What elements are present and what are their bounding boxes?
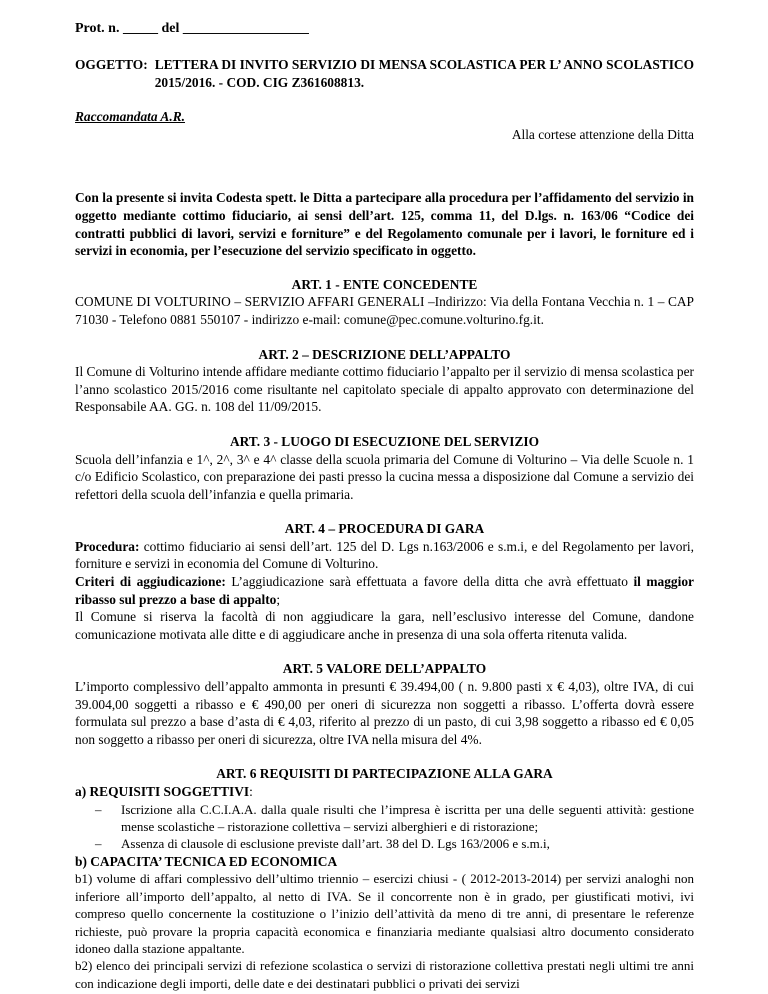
attention-line: Alla cortese attenzione della Ditta — [511, 126, 694, 142]
art5-title: ART. 5 VALORE DELL’APPALTO — [282, 661, 487, 677]
criteri-bold: il maggior ribasso sul prezzo a base di appalto — [75, 574, 694, 607]
procedura-text: cottimo fiduciario ai sensi dell’art. 125 del D. Lgs n.163/2006 e s.m.i, e del Regolamento per lavori, forniture e servizi in economia del Comune di Volturino. — [75, 538, 694, 572]
art6-b2: b2) elenco dei principali servizi di refezione scolastica o servizi di ristorazione collettiva prestati negli ultimi tre anni con indicazione degli importi, delle date e dei destinatari pubblici o privati dei servizi — [75, 958, 694, 991]
art6-b1: b1) volume di affari complessivo dell’ultimo triennio – esercizi chiusi - ( 2012-2013-2014) per servizi analoghi non inferiore all’importo dell’appalto, al netto di IVA. Se il concorrente non è in grado, per giustificati motivi, ivi compreso quello concernente la costituzione o l’inizio dell’attività da meno di tre anni, di presentare le referenze richieste, può provare la propria capacità economica e finanziaria mediante qualsiasi altro documento considerato idoneo dalla stazione appaltante. — [75, 871, 694, 957]
art5-text: L’importo complessivo dell’appalto ammonta in presunti € 39.494,00 ( n. 9.800 pasti x € 4,03), oltre IVA, di cui 39.004,00 soggetti a ribasso e € 490,00 per oneri di sicurezza non soggetti a ribasso. L’offerta dovrà essere formulata sul prezzo a base d’asta di € 4,03, riferito al prezzo di un pasto, di cui 3,98 soggetto a ribasso ed € 0,05 non soggetto a ribasso per oneri di sicurezza, oltre IVA nella misura del 4%. — [75, 679, 694, 747]
document-page — [75, 20, 694, 992]
art4-riserva: Il Comune si riserva la facoltà di non aggiudicare la gara, nell’esclusivo interesse del Comune, dandone comunicazione motivata alle ditte e di aggiudicare anche in presenza di una sola offerta ritenuta valida. — [75, 609, 694, 642]
art6-a-colon: : — [249, 784, 253, 799]
registered-mail-label: Raccomandata A.R. — [75, 109, 185, 125]
subject-block — [75, 56, 694, 91]
art3-text: Scuola dell’infanzia e 1^, 2^, 3^ e 4^ classe della scuola primaria del Comune di Volturino – Via delle Scuole n. 1 c/o Edificio Scolastico, con preparazione dei pasti presso la cucina messa a disposizione dal Comune a servizio dei refettori della scuola dell’infanzia e quella primaria. — [75, 451, 694, 502]
list-item: – Assenza di clausole di esclusione previste dall’art. 38 del D. Lgs 163/2006 e s.m.i, — [75, 835, 694, 852]
art6-title: ART. 6 REQUISITI DI PARTECIPAZIONE ALLA GARA — [216, 766, 553, 782]
art2-text: Il Comune di Volturino intende affidare mediante cottimo fiduciario l’appalto per il servizio di mensa scolastica per l’anno scolastico 2015/2016 come risultante nel capitolato speciale di appalto approvato con determinazione del Responsabile AA. GG. n. 108 del 11/09/2015. — [75, 364, 694, 415]
procedura-label: Procedura: — [75, 538, 140, 554]
art2-title: ART. 2 – DESCRIZIONE DELL’APPALTO — [258, 346, 511, 362]
art3-title: ART. 3 - LUOGO DI ESECUZIONE DEL SERVIZIO — [229, 433, 540, 449]
art6-b-heading: b) CAPACITA’ TECNICA ED ECONOMICA — [75, 853, 338, 869]
intro-paragraph: Con la presente si invita Codesta spett. le Ditta a partecipare alla procedura per l’affidamento del servizio in oggetto mediante cottimo fiduciario, ai sensi dell’art. 125, comma 11, del D.lgs. n. 163/06 “Codice dei contratti pubblici di lavori, servizi e forniture” e del Regolamento comunale per i lavori, le forniture ed i servizi in economia, per l’esecuzione del servizio specificato in oggetto. — [75, 190, 694, 259]
criteri-end: ; — [276, 591, 281, 607]
list-item: – Iscrizione alla C.C.I.A.A. dalla quale risulti che l’impresa è iscritta per una delle seguenti attività: gestione mense scolastiche – ristorazione collettiva – servizi alberghieri e di ristorazione; — [75, 801, 694, 836]
art4-procedura — [75, 538, 694, 573]
art1-text: COMUNE DI VOLTURINO – SERVIZIO AFFARI GENERALI –Indirizzo: Via della Fontana Vecchia n. 1 – CAP 71030 - Telefono 0881 550107 - indirizzo e-mail: comune@pec.comune.volturino.fg.it. — [75, 294, 694, 327]
subject-text: LETTERA DI INVITO SERVIZIO DI MENSA SCOLASTICA PER L’ ANNO SCOLASTICO 2015/2016. - COD. CIG Z361608813. — [154, 57, 694, 90]
art6-a-label: a) REQUISITI SOGGETTIVI — [75, 784, 250, 799]
art6-a-heading — [75, 783, 694, 801]
art4-title: ART. 4 – PROCEDURA DI GARA — [284, 521, 485, 537]
subject-label: OGGETTO: — [75, 57, 148, 72]
protocol-line: Prot. n. _____ del __________________ — [75, 21, 309, 36]
art4-criteri — [75, 573, 694, 608]
criteri-label: Criteri di aggiudicazione: — [75, 574, 226, 590]
art1-title: ART. 1 - ENTE CONCEDENTE — [291, 276, 478, 292]
criteri-text: L’aggiudicazione sarà effettuata a favore della ditta che avrà effettuato — [225, 574, 634, 590]
art6-a-list — [75, 801, 694, 853]
